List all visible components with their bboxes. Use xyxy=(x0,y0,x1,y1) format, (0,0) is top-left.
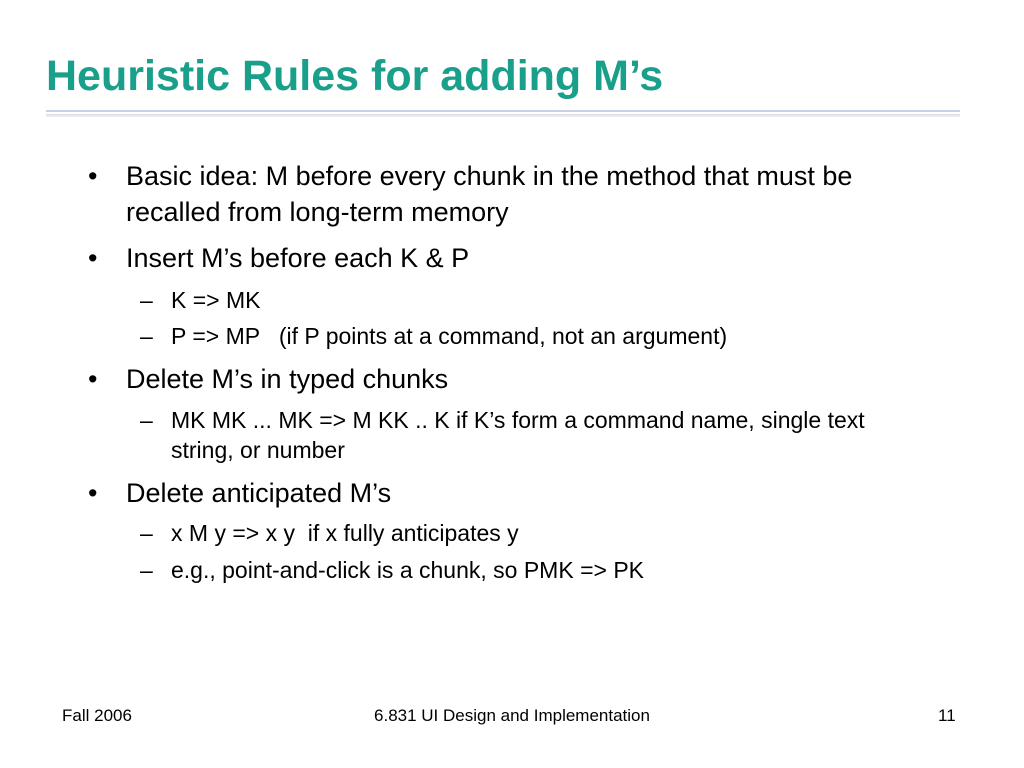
dash-glyph: – xyxy=(140,287,153,313)
slide-number: 11 xyxy=(938,706,956,725)
bullet-item xyxy=(88,475,946,511)
dash-glyph: – xyxy=(140,323,153,349)
bullet-glyph: • xyxy=(88,243,98,273)
sub-bullet-text: P => MP (if P points at a command, not an argument) xyxy=(171,323,728,349)
sub-bullet-item xyxy=(140,555,931,585)
sub-bullet-text: e.g., point-and-click is a chunk, so PMK => PK xyxy=(171,557,645,583)
sub-bullet-item xyxy=(140,405,911,465)
bullet-glyph: • xyxy=(88,478,98,508)
dash-glyph: – xyxy=(140,520,153,546)
bullet-text: Basic idea: M before every chunk in the method that must be recalled from long-term memory xyxy=(126,161,853,227)
bullet-text: Insert M’s before each K & P xyxy=(126,243,470,273)
sub-bullet-text: x M y => x y if x fully anticipates y xyxy=(171,520,519,546)
sub-bullet-text: MK MK ... MK => M KK .. K if K’s form a command name, single text string, or number xyxy=(171,407,865,463)
bullet-item xyxy=(88,158,946,230)
sub-bullet-item xyxy=(140,518,931,548)
dash-glyph: – xyxy=(140,407,153,433)
slide-title: Heuristic Rules for adding M’s xyxy=(46,52,664,100)
dash-glyph: – xyxy=(140,557,153,583)
footer-date: Fall 2006 xyxy=(62,706,132,725)
bullet-text: Delete anticipated M’s xyxy=(126,478,392,508)
bullet-glyph: • xyxy=(88,364,98,394)
footer-course-title: 6.831 UI Design and Implementation xyxy=(374,706,650,725)
bullet-item xyxy=(88,240,946,276)
bullet-glyph: • xyxy=(88,161,98,191)
sub-bullet-text: K => MK xyxy=(171,287,261,313)
bullet-text: Delete M’s in typed chunks xyxy=(126,364,449,394)
bullet-item xyxy=(88,361,946,397)
sub-bullet-item xyxy=(140,321,931,351)
sub-bullet-item xyxy=(140,285,931,315)
